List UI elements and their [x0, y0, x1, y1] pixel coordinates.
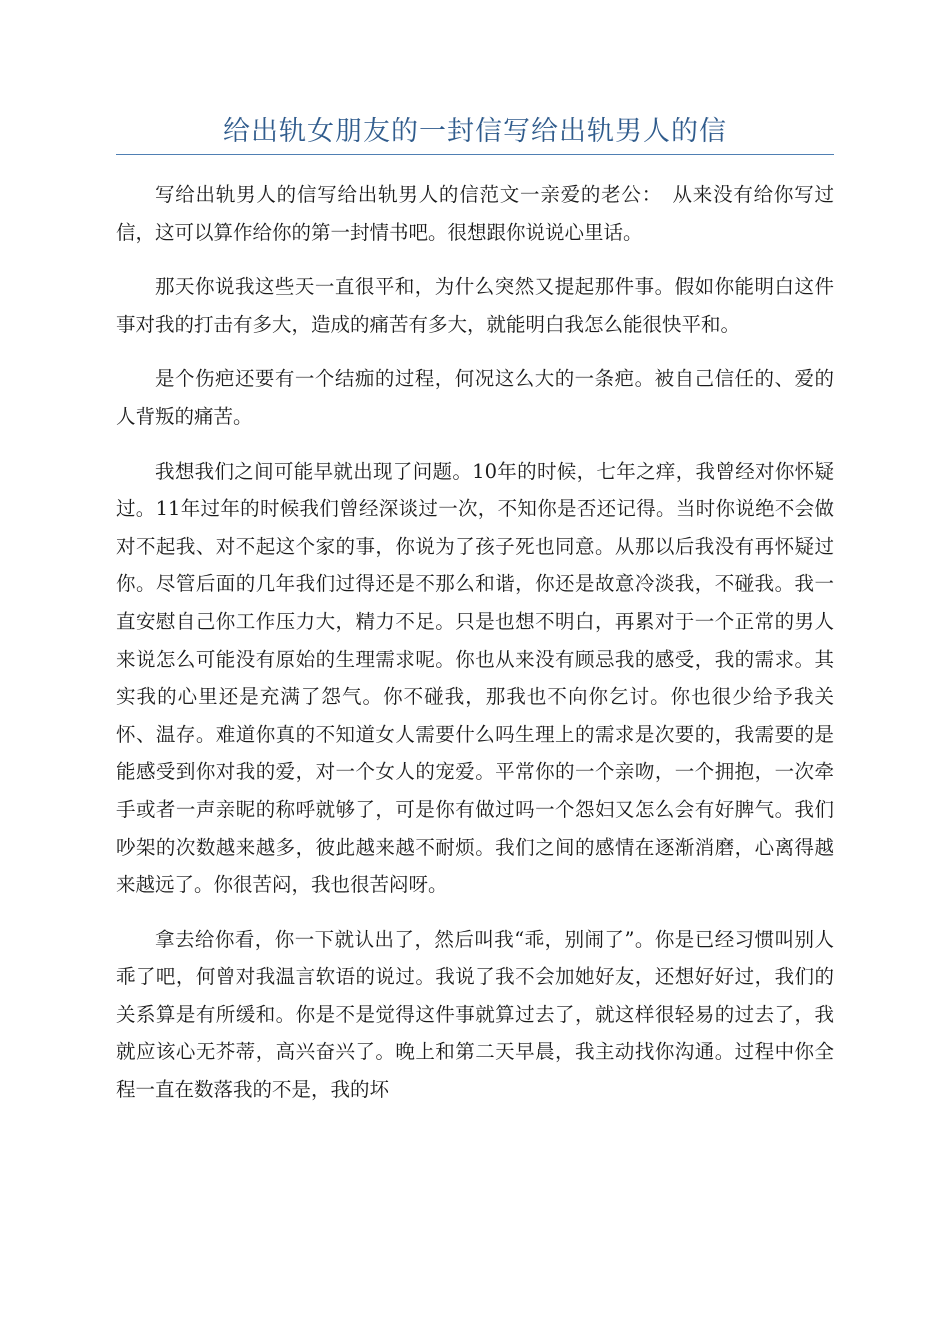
- paragraph: 是个伤疤还要有一个结痂的过程，何况这么大的一条疤。被自己信任的、爱的人背叛的痛苦。: [116, 367, 834, 428]
- title-underline: [116, 154, 834, 155]
- paragraph: 我想我们之间可能早就出现了问题。10年的时候，七年之痒，我曾经对你怀疑过。11年过年的时候我们曾经深谈过一次，不知你是否还记得。当时你说绝不会做对不起我、对不起这个家的事，你说为了孩子死也同意。从那以后我没有再怀疑过你。尽管后面的几年我们过得还是不那么和谐，你还是故意冷淡我，不碰我。我一直安慰自己你工作压力大，精力不足。只是也想不明白，再累对于一个正常的男人来说怎么可能没有原始的生理需求呢。你也从来没有顾忌我的感受，我的需求。其实我的心里还是充满了怨气。你不碰我，那我也不向你乞讨。你也很少给予我关怀、温存。难道你真的不知道女人需要什么吗生理上的需求是次要的，我需要的是能感受到你对我的爱，对一个女人的宠爱。平常你的一个亲吻，一个拥抱，一次牵手或者一声亲昵的称呼就够了，可是你有做过吗一个怨妇又怎么会有好脾气。我们吵架的次数越来越多，彼此越来越不耐烦。我们之间的感情在逐渐消磨，心离得越来越远了。你很苦闷，我也很苦闷呀。: [116, 459, 834, 897]
- document-title: 给出轨女朋友的一封信写给出轨男人的信: [223, 116, 727, 147]
- paragraph: 那天你说我这些天一直很平和，为什么突然又提起那件事。假如你能明白这件事对我的打击有多大，造成的痛苦有多大，就能明白我怎么能很快平和。: [116, 275, 834, 336]
- document-body: [116, 176, 834, 1126]
- paragraph: 拿去给你看，你一下就认出了，然后叫我“乖，别闹了”。你是已经习惯叫别人乖了吧，何曾对我温言软语的说过。我说了我不会加她好友，还想好好过，我们的关系算是有所缓和。你是不是觉得这件事就算过去了，就这样很轻易的过去了，我就应该心无芥蒂，高兴奋兴了。晚上和第二天早晨，我主动找你沟通。过程中你全程一直在数落我的不是，我的坏: [116, 927, 834, 1102]
- paragraph: 写给出轨男人的信写给出轨男人的信范文一亲爱的老公： 从来没有给你写过信，这可以算作给你的第一封情书吧。很想跟你说说心里话。: [116, 183, 834, 244]
